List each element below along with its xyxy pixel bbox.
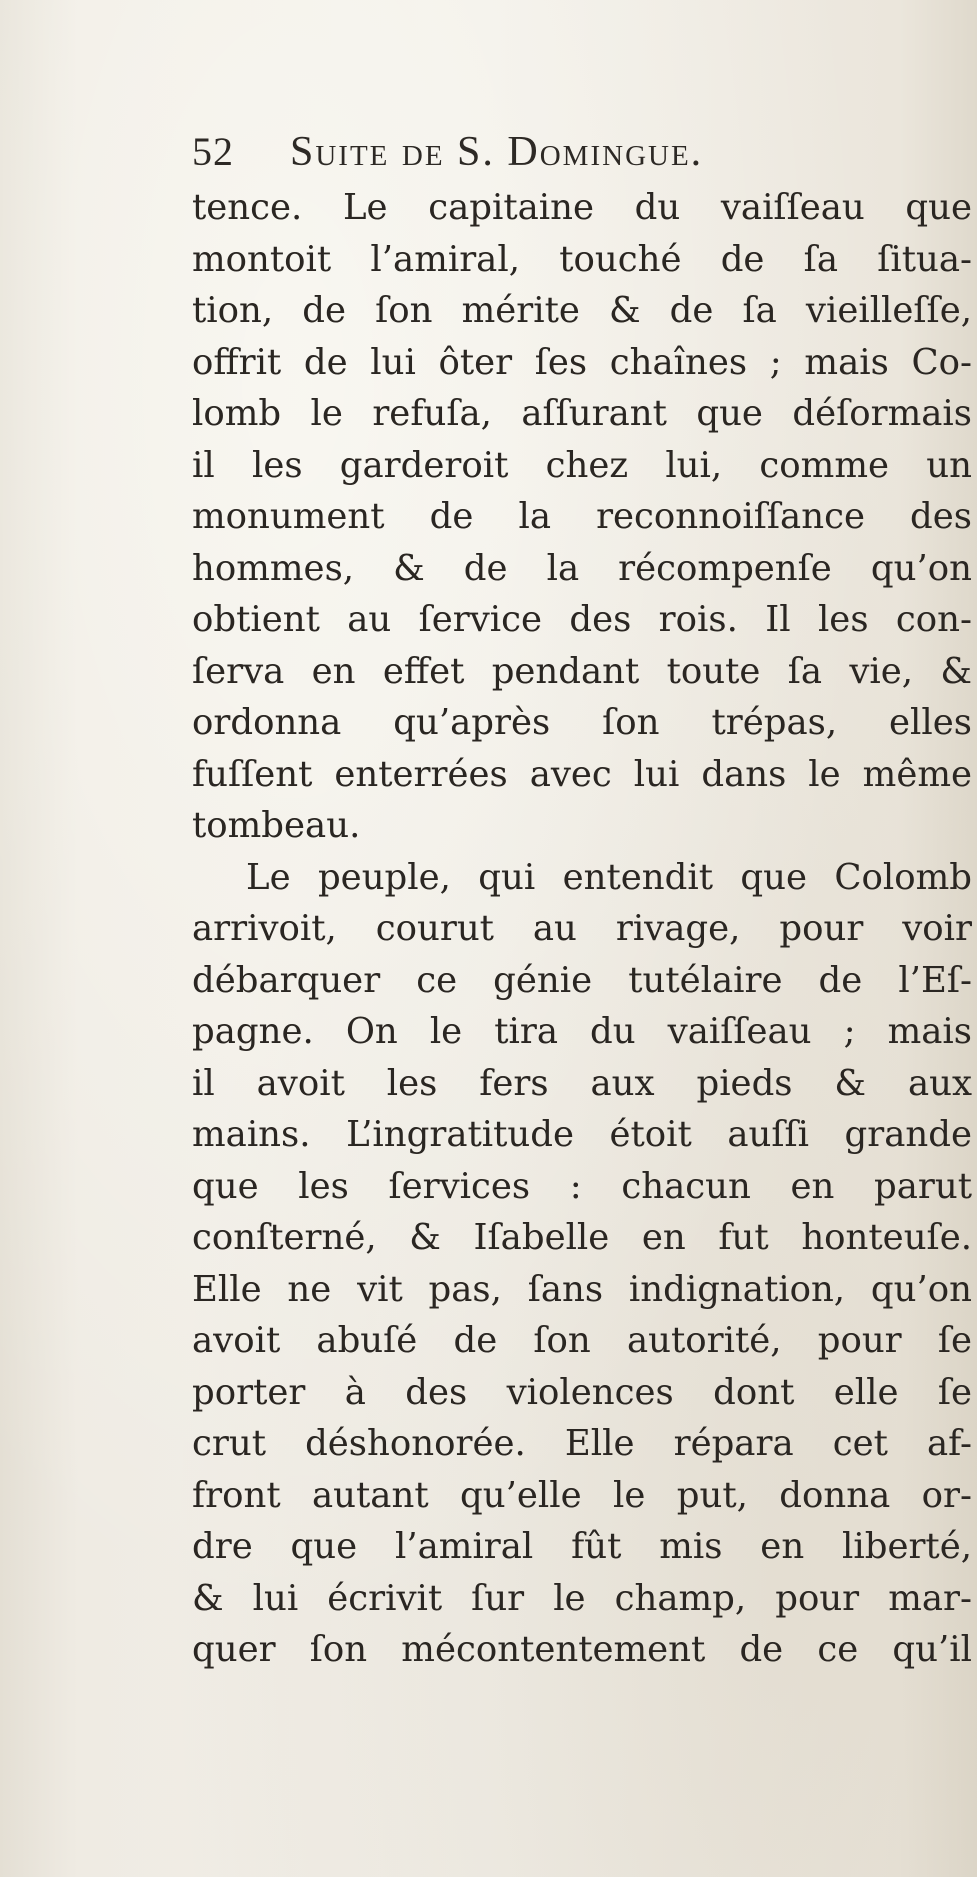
text-line: tombeau. <box>192 805 361 846</box>
text-line: porter à des violences dont elle ſe <box>192 1371 972 1413</box>
text-line: avoit abuſé de ſon autorité, pour ſe <box>192 1320 972 1361</box>
text-line: que les ſervices : chacun en parut <box>192 1165 972 1207</box>
text-line: débarquer ce génie tutélaire de l’Eſ- <box>192 959 972 1001</box>
text-line: offrit de lui ôter ſes chaînes ; mais Co- <box>192 341 972 383</box>
text-line: arrivoit, courut au rivage, pour voir <box>192 908 972 949</box>
text-line: tence. Le capitaine du vaiſſeau que <box>192 187 972 228</box>
running-head <box>192 128 972 180</box>
text-line: hommes, & de la récompenſe qu’on <box>192 547 972 589</box>
text-line: lomb le refuſa, aſſurant que déſormais <box>192 393 972 434</box>
text-line: dre que l’amiral fût mis en liberté, <box>192 1526 972 1567</box>
page-number: 52 <box>192 129 234 174</box>
text-line: conſterné, & Iſabelle en fut honteuſe. <box>192 1217 972 1258</box>
text-line: Elle ne vit pas, ſans indignation, qu’on <box>192 1268 972 1310</box>
text-line: crut déshonorée. Elle répara cet af- <box>192 1423 972 1464</box>
text-line: mains. L’ingratitude étoit auſſi grande <box>192 1114 972 1155</box>
paragraph-start-line: Le peuple, qui entendit que Colomb <box>246 856 972 898</box>
text-line: tion, de ſon mérite & de ſa vieilleſſe, <box>192 290 972 331</box>
text-line: ſerva en effet pendant toute ſa vie, & <box>192 650 972 692</box>
body-text <box>192 182 972 1676</box>
text-line: fuſſent enterrées avec lui dans le même <box>192 753 972 795</box>
text-line: monument de la reconnoiſſance des <box>192 496 972 537</box>
text-line: obtient au ſervice des rois. Il les con- <box>192 599 972 640</box>
text-line: il les garderoit chez lui, comme un <box>192 444 972 486</box>
text-line: ordonna qu’après ſon trépas, elles <box>192 702 972 743</box>
running-title: Suite de S. Domingue. <box>290 129 704 175</box>
text-line: front autant qu’elle le put, donna or- <box>192 1474 972 1516</box>
text-line: pagne. On le tira du vaiſſeau ; mais <box>192 1011 972 1052</box>
text-line: montoit l’amiral, touché de ſa ſitua- <box>192 238 972 280</box>
text-line: il avoit les fers aux pieds & aux <box>192 1062 972 1104</box>
text-block <box>192 128 972 1676</box>
text-line: quer ſon mécontentement de ce qu’il <box>192 1629 972 1670</box>
text-line: & lui écrivit ſur le champ, pour mar- <box>192 1577 972 1619</box>
